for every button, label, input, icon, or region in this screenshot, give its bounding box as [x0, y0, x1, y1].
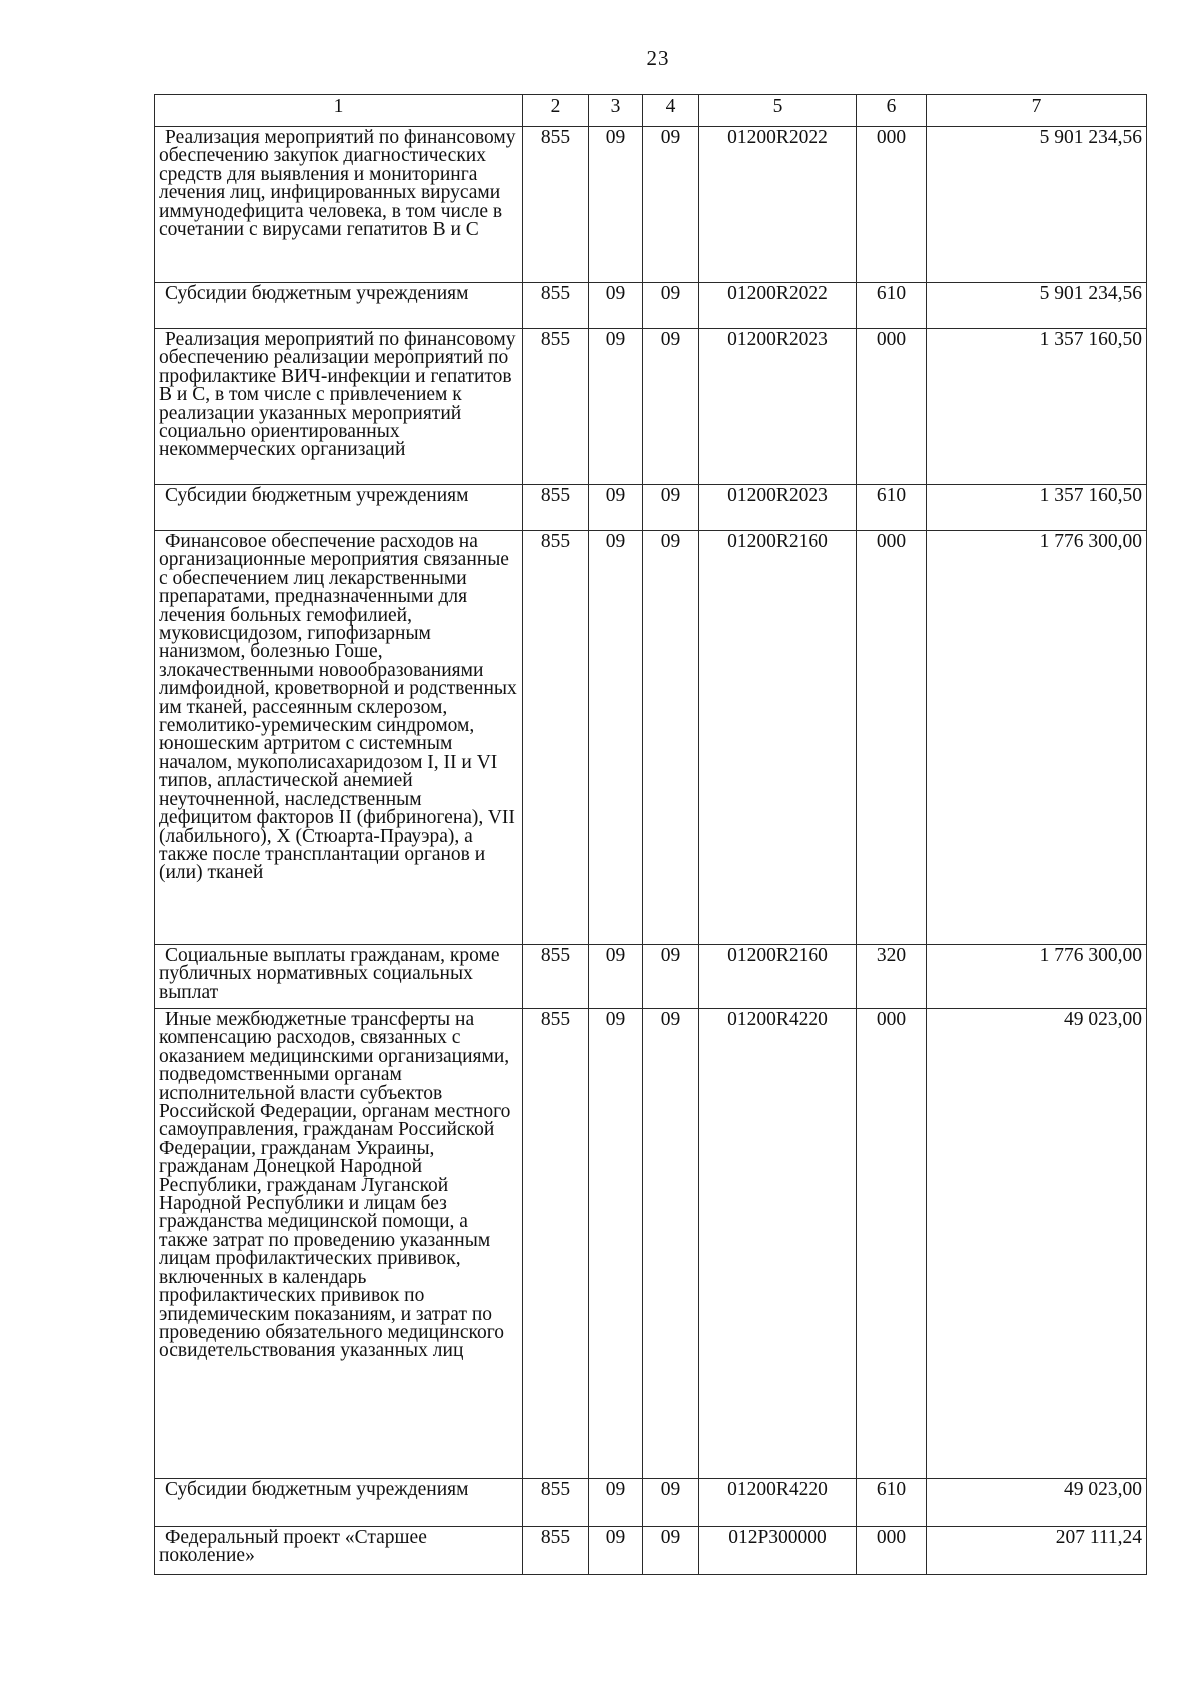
- target-code: 01200R2023: [699, 329, 857, 485]
- amount: 5 901 234,56: [927, 127, 1147, 283]
- section-code: 09: [589, 1009, 643, 1479]
- section-code: 09: [589, 485, 643, 531]
- target-code: 01200R2022: [699, 127, 857, 283]
- ministry-code: 855: [523, 485, 589, 531]
- target-code: 01200R2160: [699, 945, 857, 1009]
- expense-type-code: 000: [857, 531, 927, 945]
- expense-type-code: 610: [857, 283, 927, 329]
- expense-name: Реализация мероприятий по финансовому обеспечению закупок диагностических средств для выявления и мониторинга лечения лиц, инфицированных вирусами иммунодефицита человека, в том числе в сочетании с вирусами гепатитов B и C: [155, 127, 523, 283]
- ministry-code: 855: [523, 1009, 589, 1479]
- section-code: 09: [589, 1479, 643, 1527]
- expense-type-code: 000: [857, 1527, 927, 1575]
- amount: 49 023,00: [927, 1009, 1147, 1479]
- section-code: 09: [589, 127, 643, 283]
- target-code: 01200R2160: [699, 531, 857, 945]
- table-row: [155, 1527, 1147, 1575]
- subsection-code: 09: [643, 1527, 699, 1575]
- expense-type-code: 320: [857, 945, 927, 1009]
- expense-type-code: 000: [857, 329, 927, 485]
- table-row: [155, 127, 1147, 283]
- expense-name: Реализация мероприятий по финансовому обеспечению реализации мероприятий по профилактике ВИЧ-инфекции и гепатитов B и C, в том числе с привлечением к реализации указанных мероприятий социально ориентированных некоммерческих организаций: [155, 329, 523, 485]
- page-number: 23: [646, 46, 670, 70]
- header-row: [155, 95, 1147, 127]
- column-header: 4: [643, 95, 699, 127]
- section-code: 09: [589, 283, 643, 329]
- budget-table: [154, 94, 1147, 1575]
- subsection-code: 09: [643, 485, 699, 531]
- ministry-code: 855: [523, 945, 589, 1009]
- amount: 5 901 234,56: [927, 283, 1147, 329]
- expense-name: Социальные выплаты гражданам, кроме публичных нормативных социальных выплат: [155, 945, 523, 1009]
- table-row: [155, 283, 1147, 329]
- amount: 207 111,24: [927, 1527, 1147, 1575]
- table-row: [155, 1479, 1147, 1527]
- section-code: 09: [589, 1527, 643, 1575]
- expense-name: Субсидии бюджетным учреждениям: [155, 283, 523, 329]
- subsection-code: 09: [643, 127, 699, 283]
- ministry-code: 855: [523, 127, 589, 283]
- column-header: 6: [857, 95, 927, 127]
- amount: 1 776 300,00: [927, 531, 1147, 945]
- table-row: [155, 531, 1147, 945]
- section-code: 09: [589, 329, 643, 485]
- expense-type-code: 610: [857, 485, 927, 531]
- ministry-code: 855: [523, 1479, 589, 1527]
- ministry-code: 855: [523, 1527, 589, 1575]
- table-row: [155, 485, 1147, 531]
- section-code: 09: [589, 945, 643, 1009]
- expense-type-code: 000: [857, 127, 927, 283]
- ministry-code: 855: [523, 531, 589, 945]
- subsection-code: 09: [643, 1479, 699, 1527]
- column-header: 2: [523, 95, 589, 127]
- column-header: 5: [699, 95, 857, 127]
- expense-name: Финансовое обеспечение расходов на организационные мероприятия связанные с обеспечением лиц лекарственными препаратами, предназначенными для лечения больных гемофилией, муковисцидозом, гипофизарным нанизмом, болезнью Гоше, злокачественными новообразованиями лимфоидной, кроветворной и родственных им тканей, рассеянным склерозом, гемолитико-уремическим синдромом, юношеским артритом с системным началом, мукополисахаридозом I, II и VI типов, апластической анемией неуточненной, наследственным дефицитом факторов II (фибриногена), VII (лабильного), X (Стюарта-Прауэра), а также после трансплантации органов и (или) тканей: [155, 531, 523, 945]
- ministry-code: 855: [523, 283, 589, 329]
- expense-name: Иные межбюджетные трансферты на компенсацию расходов, связанных с оказанием медицинскими организациями, подведомственными органам исполнительной власти субъектов Российской Федерации, органам местного самоуправления, гражданам Российской Федерации, гражданам Украины, гражданам Донецкой Народной Республики, гражданам Луганской Народной Республики и лицам без гражданства медицинской помощи, а также затрат по проведению указанным лицам профилактических прививок, включенных в календарь профилактических прививок по эпидемическим показаниям, и затрат по проведению обязательного медицинского освидетельствования указанных лиц: [155, 1009, 523, 1479]
- target-code: 01200R4220: [699, 1009, 857, 1479]
- table-row: [155, 329, 1147, 485]
- table-row: [155, 1009, 1147, 1479]
- target-code: 012P300000: [699, 1527, 857, 1575]
- subsection-code: 09: [643, 1009, 699, 1479]
- expense-name: Федеральный проект «Старшее поколение»: [155, 1527, 523, 1575]
- expense-name: Субсидии бюджетным учреждениям: [155, 485, 523, 531]
- target-code: 01200R2022: [699, 283, 857, 329]
- target-code: 01200R4220: [699, 1479, 857, 1527]
- target-code: 01200R2023: [699, 485, 857, 531]
- subsection-code: 09: [643, 945, 699, 1009]
- expense-type-code: 000: [857, 1009, 927, 1479]
- table-row: [155, 945, 1147, 1009]
- amount: 1 776 300,00: [927, 945, 1147, 1009]
- expense-name: Субсидии бюджетным учреждениям: [155, 1479, 523, 1527]
- column-header: 7: [927, 95, 1147, 127]
- amount: 49 023,00: [927, 1479, 1147, 1527]
- section-code: 09: [589, 531, 643, 945]
- subsection-code: 09: [643, 531, 699, 945]
- expense-type-code: 610: [857, 1479, 927, 1527]
- column-header: 1: [155, 95, 523, 127]
- amount: 1 357 160,50: [927, 485, 1147, 531]
- ministry-code: 855: [523, 329, 589, 485]
- subsection-code: 09: [643, 283, 699, 329]
- subsection-code: 09: [643, 329, 699, 485]
- column-header: 3: [589, 95, 643, 127]
- amount: 1 357 160,50: [927, 329, 1147, 485]
